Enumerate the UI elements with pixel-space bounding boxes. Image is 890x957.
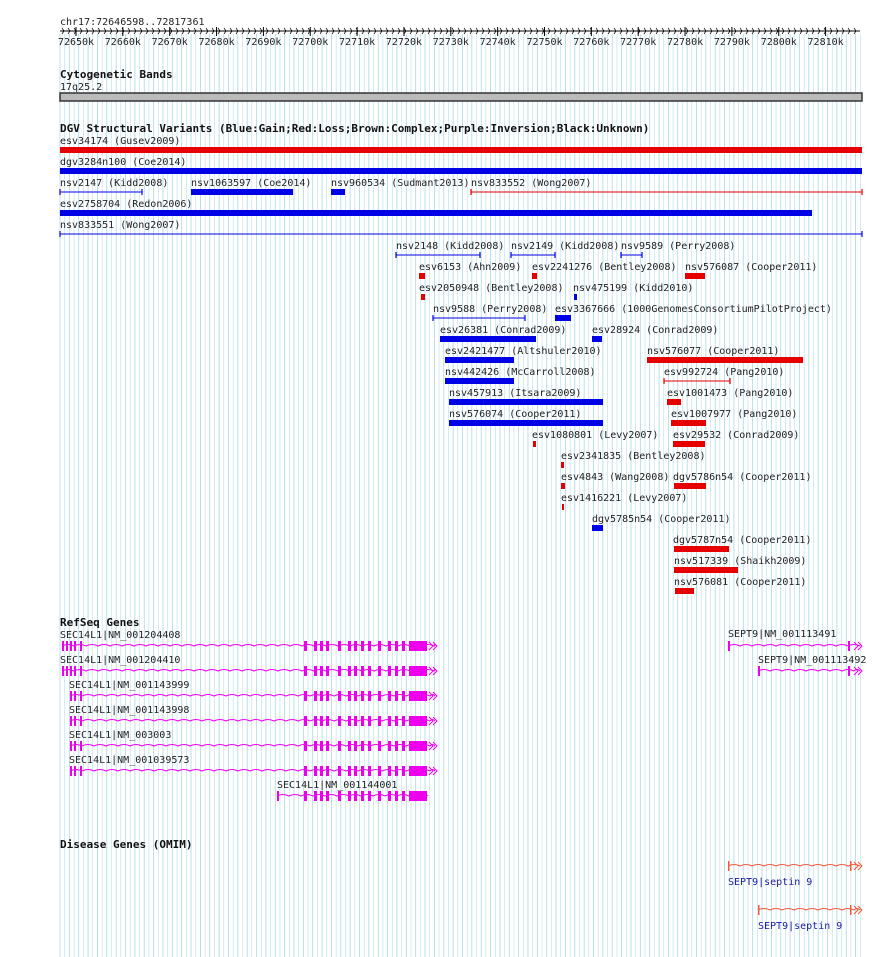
- dgv-feature[interactable]: [685, 262, 817, 279]
- gene-exon: [74, 741, 76, 751]
- ruler-tick-label: 72690k: [245, 37, 282, 48]
- gene-exon: [320, 641, 323, 651]
- refseq-gene-label: SEPT9|NM_001113491: [728, 629, 837, 640]
- dgv-feature-label: nsv576077 (Cooper2011): [647, 346, 780, 357]
- dgv-feature-bar: [685, 273, 705, 279]
- gene-model: [277, 791, 428, 801]
- dgv-feature-bar: [449, 399, 603, 405]
- dgv-feature[interactable]: [60, 178, 168, 195]
- dgv-feature-bar: [60, 147, 862, 153]
- gene-exon: [388, 716, 391, 726]
- dgv-feature-bar: [421, 294, 425, 300]
- dgv-feature-bar: [675, 588, 694, 594]
- dgv-feature-bar: [667, 399, 681, 405]
- gene-exon: [402, 641, 405, 651]
- strand-arrow: [429, 642, 437, 650]
- refseq-gene-label: SEC14L1|NM_001039573: [69, 755, 190, 766]
- ruler: [58, 17, 860, 48]
- gene-exon: [304, 716, 307, 726]
- dgv-feature-label: esv2421477 (Altshuler2010): [445, 346, 602, 357]
- dgv-feature-label: esv2758704 (Redon2006): [60, 199, 193, 210]
- dgv-feature-label: esv2341835 (Bentley2008): [561, 451, 706, 462]
- gene-exon: [378, 691, 381, 701]
- gene-exon: [74, 716, 76, 726]
- gene-exon: [304, 691, 307, 701]
- gene-exon: [378, 766, 381, 776]
- dgv-feature[interactable]: [674, 577, 806, 594]
- dgv-feature-label: dgv5785n54 (Cooper2011): [592, 514, 731, 525]
- dgv-feature-bar: [449, 420, 603, 426]
- refseq-gene-label: SEC14L1|NM_001204408: [60, 630, 181, 641]
- gene-exon: [70, 716, 72, 726]
- gene-exon: [388, 641, 391, 651]
- gene-exon: [326, 791, 329, 801]
- gene-exon: [402, 691, 405, 701]
- cytoband-bar[interactable]: [60, 93, 862, 101]
- gene-exon: [338, 766, 341, 776]
- dgv-feature[interactable]: [60, 157, 862, 174]
- dgv-feature[interactable]: [449, 409, 603, 426]
- dgv-feature[interactable]: [449, 388, 603, 405]
- gene-exon: [848, 641, 850, 651]
- gene-exon: [348, 641, 351, 651]
- gene-exon: [338, 691, 341, 701]
- gene-exon: [348, 741, 351, 751]
- dgv-feature-label: nsv442426 (McCarroll2008): [445, 367, 596, 378]
- dgv-feature[interactable]: [573, 283, 693, 300]
- dgv-feature[interactable]: [60, 220, 862, 237]
- gene-exon: [80, 691, 82, 701]
- ruler-tick-label: 72810k: [807, 37, 844, 48]
- gene-exon: [758, 666, 760, 676]
- omim-title: Disease Genes (OMIM): [60, 838, 193, 851]
- gene-exon: [395, 666, 398, 676]
- gene-exon: [388, 791, 391, 801]
- refseq-genes: [60, 629, 866, 801]
- gene-exon: [361, 791, 364, 801]
- gene-exon: [348, 766, 351, 776]
- gene-exon: [368, 741, 371, 751]
- gene-exon: [378, 716, 381, 726]
- dgv-feature-bar: [440, 336, 536, 342]
- ruler-tick-label: 72790k: [713, 37, 750, 48]
- gene-exon: [409, 766, 427, 776]
- gene-exon: [402, 666, 405, 676]
- region-label: chr17:72646598..72817361: [60, 17, 205, 28]
- omim-track: [60, 838, 862, 932]
- omim-gene-label: SEPT9|septin 9: [758, 921, 843, 932]
- gene-exon: [361, 741, 364, 751]
- gene-model: [70, 766, 437, 776]
- gene-exon: [320, 741, 323, 751]
- refseq-gene-label: SEPT9|NM_001113492: [758, 655, 867, 666]
- omim-gene-label: SEPT9|septin 9: [728, 877, 813, 888]
- gene-exon: [378, 791, 381, 801]
- gene-exon: [277, 791, 279, 801]
- gene-exon: [409, 716, 427, 726]
- dgv-feature-label: esv992724 (Pang2010): [664, 367, 785, 378]
- dgv-feature-label: nsv833552 (Wong2007): [471, 178, 592, 189]
- gene-exon: [848, 666, 850, 676]
- gene-exon: [304, 641, 307, 651]
- dgv-feature-bar: [674, 567, 738, 573]
- ruler-tick-label: 72660k: [104, 37, 141, 48]
- dgv-feature[interactable]: [647, 346, 803, 363]
- gene-exon: [326, 666, 329, 676]
- gene-exon: [314, 741, 317, 751]
- ruler-ticks: [58, 27, 856, 48]
- gene-exon: [348, 691, 351, 701]
- dgv-feature-label: nsv2147 (Kidd2008): [60, 178, 169, 189]
- dgv-feature[interactable]: [592, 325, 718, 342]
- refseq-gene[interactable]: [758, 655, 866, 676]
- ruler-tick-label: 72770k: [620, 37, 657, 48]
- dgv-feature-label: nsv457913 (Itsara2009): [449, 388, 582, 399]
- ruler-tick-label: 72760k: [573, 37, 610, 48]
- dgv-feature-bar: [419, 273, 425, 279]
- gene-exon: [304, 791, 307, 801]
- dgv-feature-label: nsv576081 (Cooper2011): [674, 577, 807, 588]
- gene-exon: [354, 741, 357, 751]
- gene-intron: [277, 795, 428, 797]
- dgv-feature-bar: [555, 315, 571, 321]
- gene-exon: [395, 741, 398, 751]
- gene-exon: [320, 791, 323, 801]
- gene-exon: [388, 666, 391, 676]
- ruler-tick-label: 72780k: [666, 37, 704, 48]
- gene-exon: [314, 691, 317, 701]
- gene-exon: [361, 766, 364, 776]
- refseq-gene-label: SEC14L1|NM_001143998: [69, 705, 190, 716]
- dgv-feature[interactable]: [674, 556, 806, 573]
- refseq-gene[interactable]: [69, 730, 437, 751]
- cytoband-title: Cytogenetic Bands: [60, 68, 173, 81]
- dgv-feature-label: nsv9588 (Perry2008): [433, 304, 548, 315]
- gene-exon: [70, 641, 72, 651]
- dgv-feature[interactable]: [664, 367, 784, 384]
- dgv-feature-bar: [592, 525, 603, 531]
- dgv-feature-bar: [671, 420, 706, 426]
- gene-exon: [80, 641, 82, 651]
- gene-exon: [66, 666, 68, 676]
- dgv-feature-bar: [674, 546, 729, 552]
- gene-exon: [326, 641, 329, 651]
- gene-exon: [409, 741, 427, 751]
- dgv-feature-label: nsv2149 (Kidd2008): [511, 241, 620, 252]
- dgv-feature[interactable]: [667, 388, 793, 405]
- gene-exon: [368, 666, 371, 676]
- gene-exon: [354, 641, 357, 651]
- ruler-tick-label: 72730k: [432, 37, 469, 48]
- ruler-tick-label: 72680k: [198, 37, 235, 48]
- gene-exon: [409, 641, 427, 651]
- gene-exon: [314, 791, 317, 801]
- gene-exon: [402, 791, 405, 801]
- dgv-feature-label: esv2241276 (Bentley2008): [532, 262, 677, 273]
- gene-exon: [320, 666, 323, 676]
- dgv-feature-label: nsv576087 (Cooper2011): [685, 262, 818, 273]
- gene-exon: [409, 691, 427, 701]
- gene-exon: [758, 905, 760, 915]
- gene-exon: [368, 691, 371, 701]
- gene-exon: [320, 766, 323, 776]
- gene-exon: [378, 741, 381, 751]
- cytoband-track: [60, 68, 862, 101]
- dgv-feature[interactable]: [60, 199, 812, 216]
- gene-exon: [80, 716, 82, 726]
- refseq-gene[interactable]: [69, 755, 437, 776]
- refseq-gene[interactable]: [69, 705, 437, 726]
- dgv-feature-label: esv3367666 (1000GenomesConsortiumPilotProject): [555, 304, 832, 315]
- refseq-gene-label: SEC14L1|NM_003003: [69, 730, 172, 741]
- gene-exon: [395, 716, 398, 726]
- dgv-feature-label: esv4843 (Wang2008): [561, 472, 670, 483]
- gene-exon: [388, 691, 391, 701]
- gene-exon: [314, 641, 317, 651]
- gene-exon: [728, 641, 730, 651]
- ruler-tick-label: 72700k: [292, 37, 329, 48]
- gene-exon: [395, 791, 398, 801]
- gene-exon: [850, 905, 852, 915]
- dgv-feature-label: nsv2148 (Kidd2008): [396, 241, 505, 252]
- gene-exon: [395, 691, 398, 701]
- gene-exon: [62, 666, 64, 676]
- ruler-tick-label: 72720k: [385, 37, 423, 48]
- dgv-feature-label: dgv3284n100 (Coe2014): [60, 157, 187, 168]
- dgv-feature-bar: [532, 273, 537, 279]
- gene-exon: [409, 666, 427, 676]
- dgv-features: [60, 136, 862, 594]
- gene-exon: [368, 716, 371, 726]
- gene-exon: [378, 641, 381, 651]
- gene-exon: [354, 691, 357, 701]
- dgv-feature-label: dgv5786n54 (Cooper2011): [673, 472, 812, 483]
- gene-exon: [74, 641, 76, 651]
- gene-exon: [395, 641, 398, 651]
- dgv-feature-label: esv1416221 (Levy2007): [561, 493, 688, 504]
- dgv-feature[interactable]: [331, 178, 469, 195]
- gene-exon: [354, 666, 357, 676]
- dgv-feature-bar: [562, 504, 564, 510]
- gene-exon: [850, 861, 852, 871]
- gene-exon: [314, 666, 317, 676]
- gene-exon: [368, 766, 371, 776]
- dgv-feature-label: esv1001473 (Pang2010): [667, 388, 794, 399]
- dgv-title: DGV Structural Variants (Blue:Gain;Red:Loss;Brown:Complex;Purple:Inversion;Black:Unknown): [60, 122, 650, 135]
- gene-exon: [320, 716, 323, 726]
- gene-model: [70, 691, 437, 701]
- gene-exon: [70, 666, 72, 676]
- gene-exon: [326, 766, 329, 776]
- dgv-feature-bar: [60, 210, 812, 216]
- ruler-tick-label: 72670k: [151, 37, 188, 48]
- dgv-feature[interactable]: [621, 241, 735, 258]
- gene-exon: [368, 791, 371, 801]
- cytoband-label: 17q25.2: [60, 82, 103, 93]
- gene-model: [70, 716, 437, 726]
- dgv-feature[interactable]: [673, 535, 811, 552]
- gene-exon: [66, 641, 68, 651]
- dgv-feature-bar: [574, 294, 577, 300]
- ruler-tick-label: 72740k: [479, 37, 516, 48]
- refseq-gene[interactable]: [69, 680, 437, 701]
- ruler-tick-label: 72800k: [760, 37, 797, 48]
- gene-exon: [326, 716, 329, 726]
- dgv-feature-label: esv2050948 (Bentley2008): [419, 283, 564, 294]
- dgv-feature[interactable]: [561, 472, 669, 489]
- dgv-feature-label: nsv517339 (Shaikh2009): [674, 556, 807, 567]
- refseq-gene-label: SEC14L1|NM_001143999: [69, 680, 190, 691]
- dgv-feature-label: esv6153 (Ahn2009): [419, 262, 522, 273]
- gene-exon: [402, 741, 405, 751]
- gene-exon: [361, 666, 364, 676]
- dgv-feature-label: nsv475199 (Kidd2010): [573, 283, 694, 294]
- dgv-feature-label: nsv833551 (Wong2007): [60, 220, 181, 231]
- gene-exon: [348, 716, 351, 726]
- gene-exon: [388, 766, 391, 776]
- gene-exon: [304, 666, 307, 676]
- ruler-tick-label: 72710k: [339, 37, 376, 48]
- gene-exon: [80, 666, 82, 676]
- dgv-feature-bar: [191, 189, 293, 195]
- dgv-feature-bar: [533, 441, 536, 447]
- gene-exon: [354, 791, 357, 801]
- dgv-feature-bar: [647, 357, 803, 363]
- dgv-feature[interactable]: [532, 262, 677, 279]
- dgv-feature[interactable]: [561, 451, 706, 468]
- dgv-feature-bar: [674, 483, 706, 489]
- dgv-feature-bar: [445, 378, 514, 384]
- dgv-feature-bar: [561, 462, 564, 468]
- gene-exon: [728, 861, 730, 871]
- dgv-feature-label: nsv576074 (Cooper2011): [449, 409, 582, 420]
- gene-exon: [361, 716, 364, 726]
- dgv-feature-label: esv29532 (Conrad2009): [673, 430, 800, 441]
- dgv-feature-label: esv34174 (Gusev2009): [60, 136, 181, 147]
- dgv-feature-bar: [60, 168, 862, 174]
- gene-exon: [70, 691, 72, 701]
- gene-exon: [395, 766, 398, 776]
- dgv-feature-label: nsv960534 (Sudmant2013): [331, 178, 470, 189]
- refseq-gene-label: SEC14L1|NM_001204410: [60, 655, 181, 666]
- gene-exon: [409, 791, 427, 801]
- refseq-track: [60, 616, 866, 801]
- refseq-title: RefSeq Genes: [60, 616, 140, 629]
- dgv-feature[interactable]: [673, 472, 811, 489]
- gene-exon: [348, 791, 351, 801]
- gene-exon: [388, 741, 391, 751]
- gene-exon: [338, 741, 341, 751]
- dgv-track: [60, 122, 862, 594]
- gene-exon: [338, 791, 341, 801]
- strand-arrow: [429, 667, 437, 675]
- dgv-feature-label: nsv1063597 (Coe2014): [191, 178, 312, 189]
- refseq-gene[interactable]: [277, 780, 428, 801]
- gene-exon: [304, 766, 307, 776]
- dgv-feature-label: esv1007977 (Pang2010): [671, 409, 798, 420]
- dgv-feature-bar: [561, 483, 565, 489]
- gene-exon: [338, 666, 341, 676]
- gene-exon: [354, 716, 357, 726]
- gene-exon: [338, 716, 341, 726]
- dgv-feature[interactable]: [191, 178, 311, 195]
- dgv-feature[interactable]: [592, 514, 730, 531]
- dgv-feature-label: esv28924 (Conrad2009): [592, 325, 719, 336]
- gene-exon: [326, 691, 329, 701]
- dgv-feature[interactable]: [445, 367, 596, 384]
- gene-exon: [304, 741, 307, 751]
- gene-exon: [378, 666, 381, 676]
- gene-exon: [314, 766, 317, 776]
- dgv-feature[interactable]: [532, 430, 658, 447]
- ruler-tick-label: 72650k: [57, 37, 95, 48]
- gene-exon: [74, 766, 76, 776]
- gene-exon: [338, 641, 341, 651]
- ruler-tick-label: 72750k: [526, 37, 563, 48]
- dgv-feature-bar: [673, 441, 705, 447]
- dgv-feature-label: esv26381 (Conrad2009): [440, 325, 567, 336]
- gene-exon: [74, 691, 76, 701]
- dgv-feature-bar: [331, 189, 345, 195]
- gene-exon: [348, 666, 351, 676]
- gene-exon: [62, 641, 64, 651]
- gene-exon: [80, 766, 82, 776]
- dgv-feature[interactable]: [396, 241, 504, 258]
- dgv-feature-bar: [592, 336, 602, 342]
- refseq-gene-label: SEC14L1|NM_001144001: [277, 780, 398, 791]
- dgv-feature[interactable]: [471, 178, 862, 195]
- gene-exon: [354, 766, 357, 776]
- dgv-feature-label: esv1080801 (Levy2007): [532, 430, 659, 441]
- gene-exon: [70, 741, 72, 751]
- gene-exon: [74, 666, 76, 676]
- gene-exon: [320, 691, 323, 701]
- gene-exon: [326, 741, 329, 751]
- gene-exon: [402, 716, 405, 726]
- gene-exon: [402, 766, 405, 776]
- gene-exon: [361, 691, 364, 701]
- gene-exon: [368, 641, 371, 651]
- gene-model: [62, 666, 437, 676]
- gene-exon: [80, 741, 82, 751]
- dgv-feature[interactable]: [60, 136, 862, 153]
- dgv-feature-bar: [445, 357, 514, 363]
- dgv-feature-label: nsv9589 (Perry2008): [621, 241, 736, 252]
- dgv-feature-label: dgv5787n54 (Cooper2011): [673, 535, 812, 546]
- dgv-feature[interactable]: [433, 304, 547, 321]
- gene-exon: [314, 716, 317, 726]
- gene-model: [70, 741, 437, 751]
- gene-model: [62, 641, 437, 651]
- gene-exon: [70, 766, 72, 776]
- gene-exon: [361, 641, 364, 651]
- dgv-feature[interactable]: [440, 325, 566, 342]
